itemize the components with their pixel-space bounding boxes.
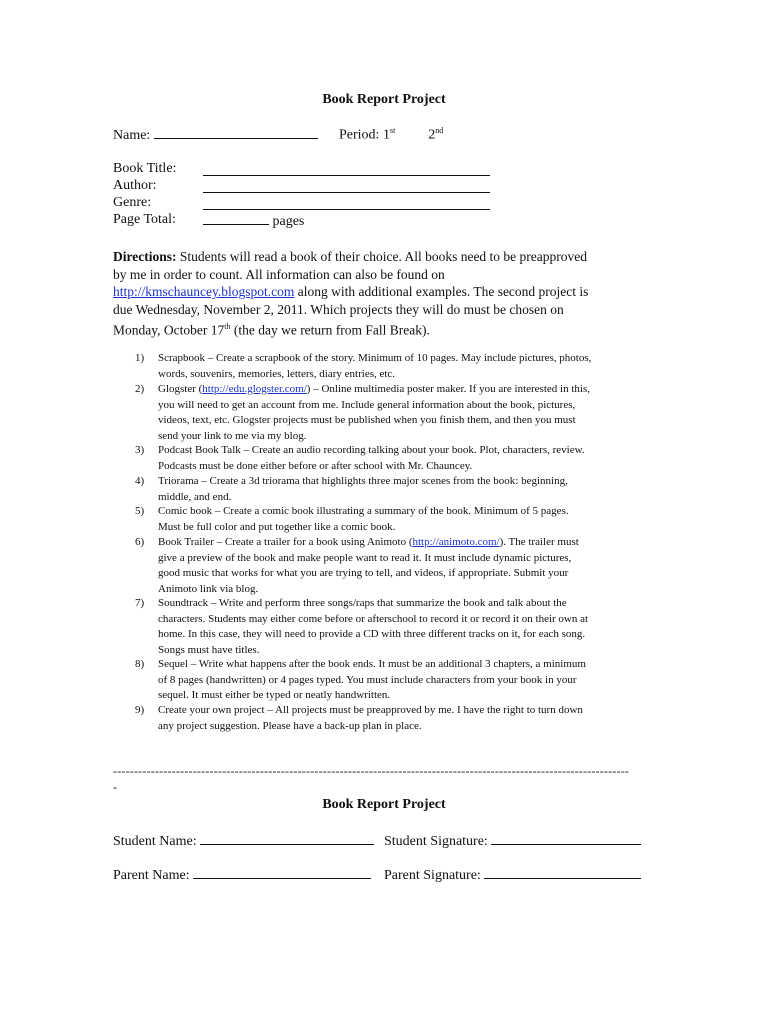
list-item-number: 4) bbox=[135, 475, 145, 487]
period-row: Period: 1st 2nd bbox=[339, 126, 444, 143]
parent-signature-label: Parent Signature: bbox=[384, 868, 481, 883]
list-item-number: 5) bbox=[135, 505, 145, 517]
parent-name-label: Parent Name: bbox=[113, 868, 190, 883]
genre-field[interactable] bbox=[203, 209, 490, 210]
animoto-link[interactable]: http://animoto.com/ bbox=[412, 536, 500, 548]
list-item: Comic book – Create a comic book illustrating a summary of the book. Minimum of 5 pages. Must be full color and put together like a comic book. bbox=[158, 505, 569, 533]
author-label: Author: bbox=[113, 178, 157, 193]
name-field[interactable] bbox=[154, 126, 318, 139]
student-name-field[interactable] bbox=[200, 832, 374, 845]
list-item-number: 2) bbox=[135, 383, 145, 395]
cut-line-tail: - bbox=[113, 780, 118, 794]
slip-title: Book Report Project bbox=[322, 797, 446, 812]
list-item: Soundtrack – Write and perform three songs/raps that summarize the book and talk about the characters. Students may either come before or afterschool to record it or record it on their own at home. In this case, they will need to provide a CD with three different tracks on it, for each song. Songs must have titles. bbox=[158, 597, 589, 656]
list-item: Create your own project – All projects must be preapproved by me. I have the right to turn down any project suggestion. Please have a back-up plan in place. bbox=[158, 704, 583, 732]
list-item-number: 7) bbox=[135, 597, 145, 609]
list-item: Glogster (http://edu.glogster.com/) – Online multimedia poster maker. If you are interested in this, you will need to get an account from me. Include general information about the book, pictures, videos, text, etc. Glogster projects must be published when you finish them, and then you must send your link to me via my blog. bbox=[158, 383, 590, 442]
glogster-link[interactable]: http://edu.glogster.com/ bbox=[202, 383, 307, 395]
list-item: Book Trailer – Create a trailer for a book using Animoto (http://animoto.com/). The trailer must give a preview of the book and make people want to read it. It must include dynamic pictures, good music that works for what you are trying to tell, and videos, if appropriate. Submit your Animoto link via blog. bbox=[158, 536, 579, 595]
book-title-label: Book Title: bbox=[113, 161, 177, 176]
parent-name-field[interactable] bbox=[193, 866, 371, 879]
blog-link[interactable]: http://kmschauncey.blogspot.com bbox=[113, 284, 295, 299]
parent-signature-row bbox=[384, 866, 641, 884]
author-field[interactable] bbox=[203, 192, 490, 193]
student-name-label: Student Name: bbox=[113, 834, 197, 849]
name-label: Name: bbox=[113, 128, 151, 143]
name-row bbox=[113, 126, 318, 144]
list-item: Podcast Book Talk – Create an audio recording talking about your book. Plot, characters, review. Podcasts must be done either before or after school with Mr. Chauncey. bbox=[158, 444, 585, 472]
directions: Directions: Students will read a book of their choice. All books need to be preapproved by me in order to count. All information can also be found on http://kmschauncey.blogspot.com along with additional examples. The second project is due Wednesday, November 2, 2011. Which projects they will do must be chosen on Monday, October 17th (the day we return from Fall Break). bbox=[113, 249, 589, 338]
student-name-row bbox=[113, 832, 374, 850]
period-label: Period: 1 bbox=[339, 127, 390, 143]
parent-name-row bbox=[113, 866, 371, 884]
page-total-row bbox=[203, 212, 304, 230]
parent-signature-field[interactable] bbox=[484, 866, 641, 879]
student-signature-field[interactable] bbox=[491, 832, 641, 845]
list-item: Sequel – Write what happens after the book ends. It must be an additional 3 chapters, a minimum of 8 pages (handwritten) or 4 pages typed. You must include characters from your book in your sequel. It must either be typed or neatly handwritten. bbox=[158, 658, 586, 701]
book-title-field[interactable] bbox=[203, 175, 490, 176]
period-2: 2 bbox=[428, 127, 436, 143]
list-item-number: 6) bbox=[135, 536, 145, 548]
pages-suffix: pages bbox=[272, 214, 305, 229]
cut-line: --------------------------------------------------------------------------------------------------------------------------- bbox=[113, 764, 630, 778]
list-item: Triorama – Create a 3d triorama that highlights three major scenes from the book: beginning, middle, and end. bbox=[158, 475, 568, 503]
page-title: Book Report Project bbox=[322, 92, 446, 107]
student-signature-row bbox=[384, 832, 641, 850]
page-total-field[interactable] bbox=[203, 212, 269, 225]
page-total-label: Page Total: bbox=[113, 212, 176, 227]
list-item-number: 3) bbox=[135, 444, 145, 456]
directions-label: Directions: bbox=[113, 249, 177, 264]
student-signature-label: Student Signature: bbox=[384, 834, 488, 849]
list-item-number: 9) bbox=[135, 704, 145, 716]
list-item-number: 1) bbox=[135, 352, 145, 364]
genre-label: Genre: bbox=[113, 195, 152, 210]
list-item-number: 8) bbox=[135, 658, 145, 670]
list-item: Scrapbook – Create a scrapbook of the story. Minimum of 10 pages. May include pictures, photos, words, souvenirs, memories, letters, diary entries, etc. bbox=[158, 352, 592, 380]
